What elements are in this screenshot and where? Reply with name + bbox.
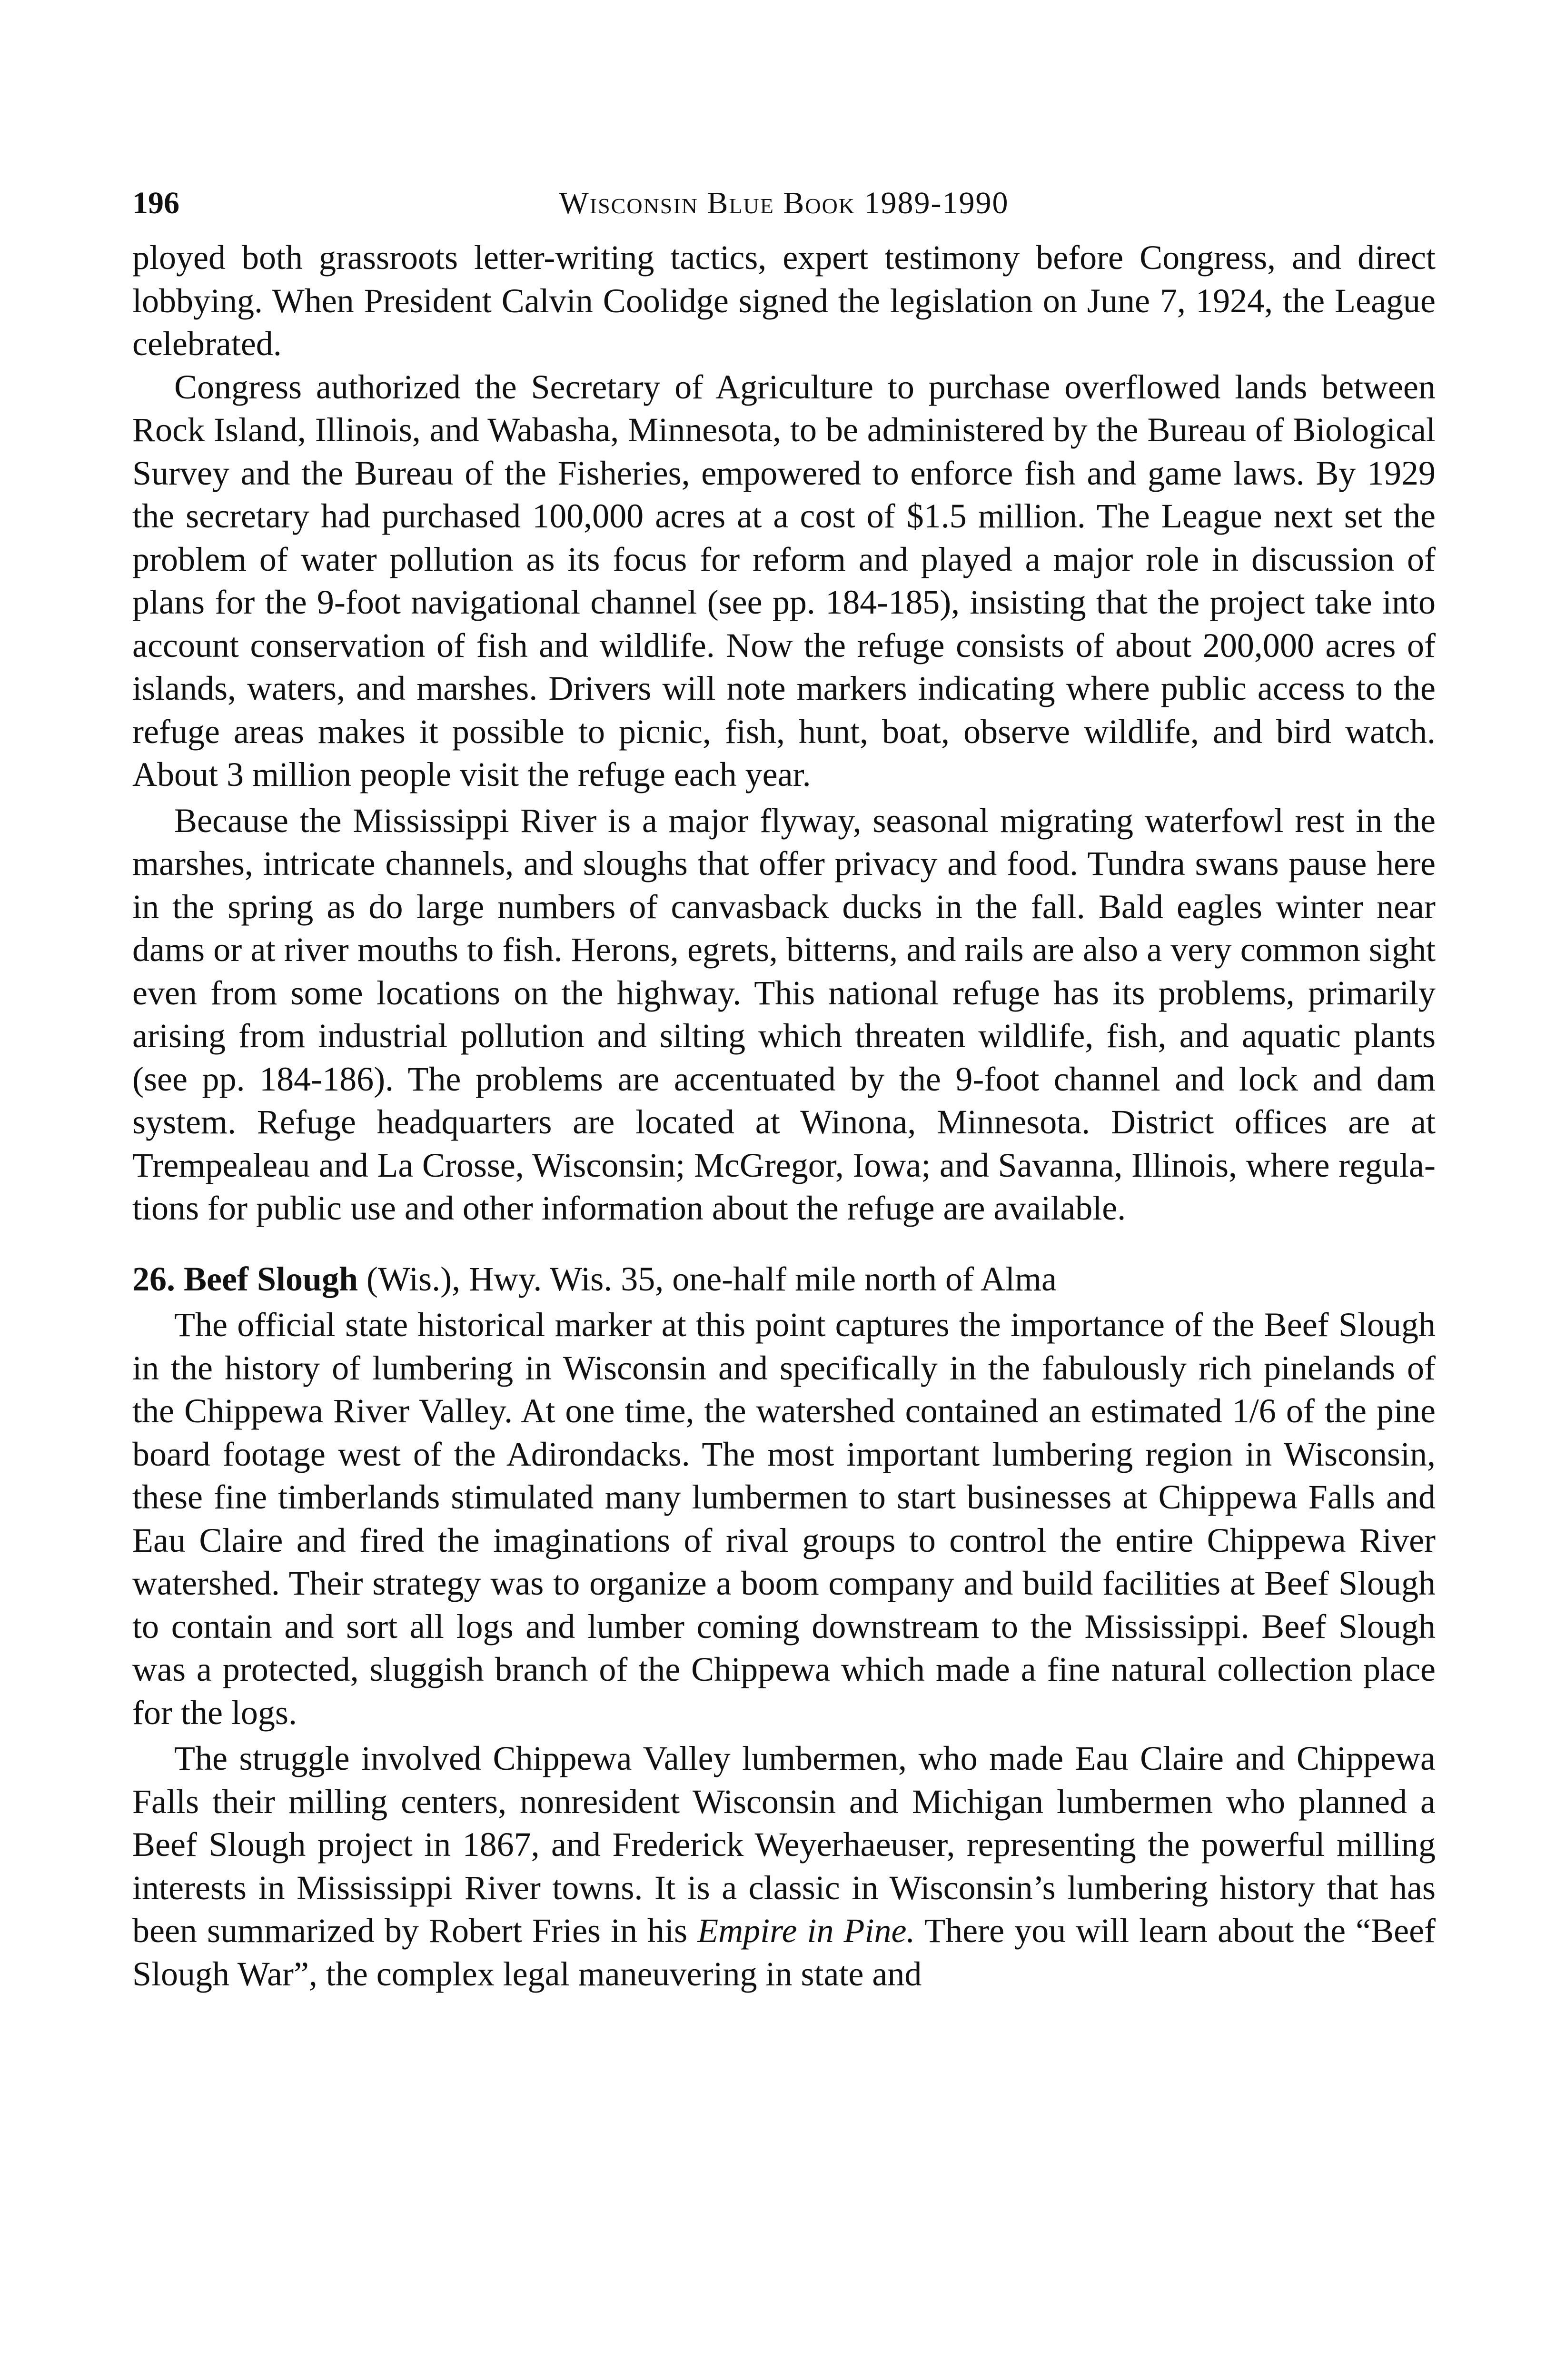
running-title: Wisconsin Blue Book 1989-1990	[559, 186, 1009, 220]
entry-heading-location: (Wis.), Hwy. Wis. 35, one-half mile north of Alma	[358, 1259, 1057, 1298]
struggle-text-end: There you will learn about the “Beef Slough War”, the complex legal maneuvering in state and	[132, 1912, 1436, 1993]
paragraph-refuge-purchase: Congress authorized the Secretary of Agriculture to purchase overflowed lands between Rock Island, Illinois, and Wabasha, Minnesota, to be administered by the Bureau of Biological Survey and the Bureau of the Fisheries, empowered to enforce fish and game laws. By 1929 the secretary had purchased 100,000 acres at a cost of $1.5 million. The League next set the problem of water pollution as its focus for reform and played a major role in discussion of plans for the 9-foot navigational channel (see pp. 184-185), insisting that the project take into account conservation of fish and wildlife. Now the refuge consists of about 200,000 acres of islands, waters, and marshes. Drivers will note markers indicating where public access to the refuge areas makes it possible to picnic, fish, hunt, boat, observe wildlife, and bird watch. About 3 million people visit the refuge each year.	[132, 367, 1436, 793]
running-head	[132, 177, 1436, 229]
paragraph-beef-slough-struggle	[132, 1737, 1436, 1995]
book-title-empire-in-pine: Empire in Pine.	[697, 1912, 915, 1950]
paragraph-flyway: Because the Mississippi River is a major flyway, seasonal migrating waterfowl rest in the marshes, intricate channels, and sloughs that offer privacy and food. Tundra swans pause here in the spring as do large numbers of canvasback ducks in the fall. Bald eagles winter near dams or at river mouths to fish. Herons, egrets, bitterns, and rails are also a very common sight even from some locations on the highway. This national refuge has its problems, primarily arising from industrial pollution and silting which threaten wildlife, fish, and aquatic plants (see pp. 184-186). The problems are accentuated by the 9-foot channel and lock and dam system. Refuge headquarters are located at Winona, Minnesota. District offices are at Trempealeau and La Crosse, Wisconsin; McGregor, Iowa; and Savanna, Illinois, where regulations for public use and other information about the refuge are available.	[132, 801, 1436, 1227]
paragraph-beef-slough-marker: The official state historical marker at this point captures the importance of the Beef Slough in the history of lumbering in Wisconsin and specifically in the fabulously rich pinelands of the Chippewa River Valley. At one time, the watershed contained an estimated 1/6 of the pine board footage west of the Adirondacks. The most important lumbering region in Wisconsin, these fine timberlands stimulated many lumbermen to start businesses at Chippewa Falls and Eau Claire and fired the imaginations of rival groups to control the entire Chippewa River watershed. Their strategy was to organize a boom company and build facilities at Beef Slough to contain and sort all logs and lumber coming downstream to the Mississippi. Beef Slough was a protected, sluggish branch of the Chippewa which made a fine natural collection place for the logs.	[132, 1306, 1436, 1732]
struggle-text-start: The struggle involved Chippewa Valley lumbermen, who made Eau Claire and Chippewa Falls their milling centers, nonresident Wisconsin and Michigan lumbermen who planned a Beef Slough project in 1867, and Frederick Weyerhaeuser, representing the powerful milling interests in Mississippi River towns. It is a classic in Wisconsin’s lumbering history that has been summarized by Robert Fries in his	[132, 1739, 1436, 1950]
entry-heading-title: 26. Beef Slough	[132, 1259, 358, 1298]
page-number: 196	[132, 186, 179, 220]
paragraph-continuation: ployed both grassroots letter-writing tactics, expert testimony before Congress, and direct lobbying. When President Calvin Coolidge signed the legislation on June 7, 1924, the League celebrated.	[132, 238, 1436, 363]
book-page	[132, 177, 1436, 1995]
entry-heading	[132, 1258, 1436, 1301]
